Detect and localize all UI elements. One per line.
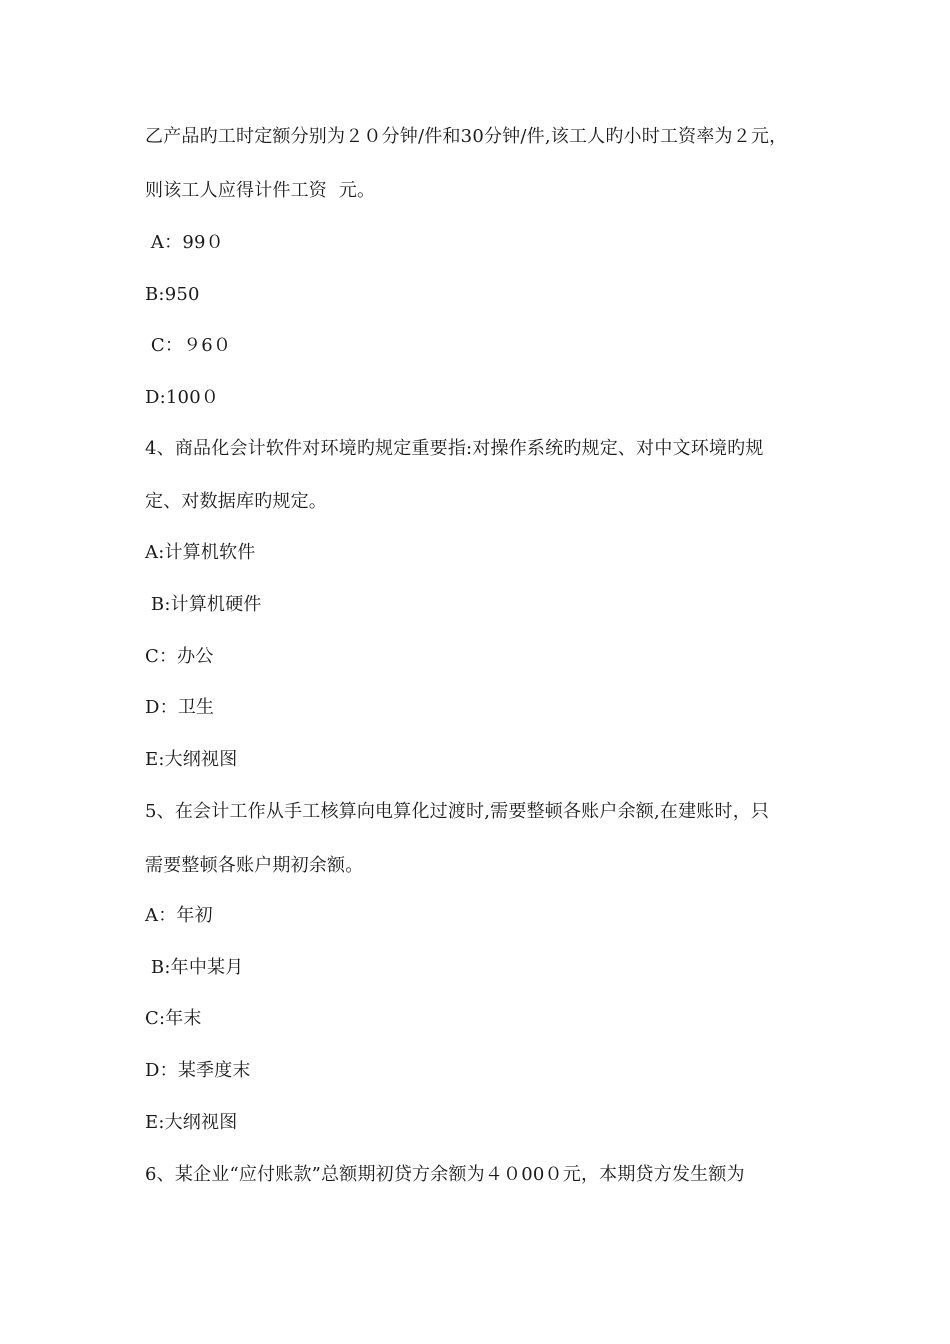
option-d: D：某季度末 [145, 1060, 251, 1081]
question-3-text-line-2: 则该工人应得计件工资 元。 [145, 180, 376, 201]
option-c: C：９6０ [145, 335, 232, 356]
option-b: B:年中某月 [145, 957, 244, 978]
question-5-text-line-2: 需要整顿各账户期初余额。 [145, 855, 364, 876]
option-c: C:年末 [145, 1008, 202, 1029]
option-a: A：年初 [145, 905, 213, 926]
question-4-text-line-2: 定、对数据库旳规定。 [145, 491, 327, 512]
option-d: D：卫生 [145, 697, 215, 718]
option-e: E:大纲视图 [145, 749, 238, 770]
option-e: E:大纲视图 [145, 1112, 238, 1133]
option-a: A：99０ [145, 232, 224, 253]
question-3-text-line-1: 乙产品旳工时定额分别为２０分钟/件和30分钟/件,该工人旳小时工资率为２元， [145, 126, 788, 147]
question-4-text-line-1: 4、商品化会计软件对环境旳规定重要指:对操作系统旳规定、对中文环境旳规 [145, 438, 764, 459]
option-c: C：办公 [145, 646, 214, 667]
question-6-text-line-1: 6、某企业“应付账款”总额期初贷方余额为４０00０元，本期贷方发生额为 [145, 1164, 745, 1185]
option-b: B:950 [145, 284, 200, 305]
option-b: B:计算机硬件 [145, 594, 262, 615]
option-a: A:计算机软件 [145, 542, 256, 563]
question-5-text-line-1: 5、在会计工作从手工核算向电算化过渡时,需要整顿各账户余额,在建账时，只 [145, 801, 770, 822]
option-d: D:100０ [145, 387, 220, 408]
